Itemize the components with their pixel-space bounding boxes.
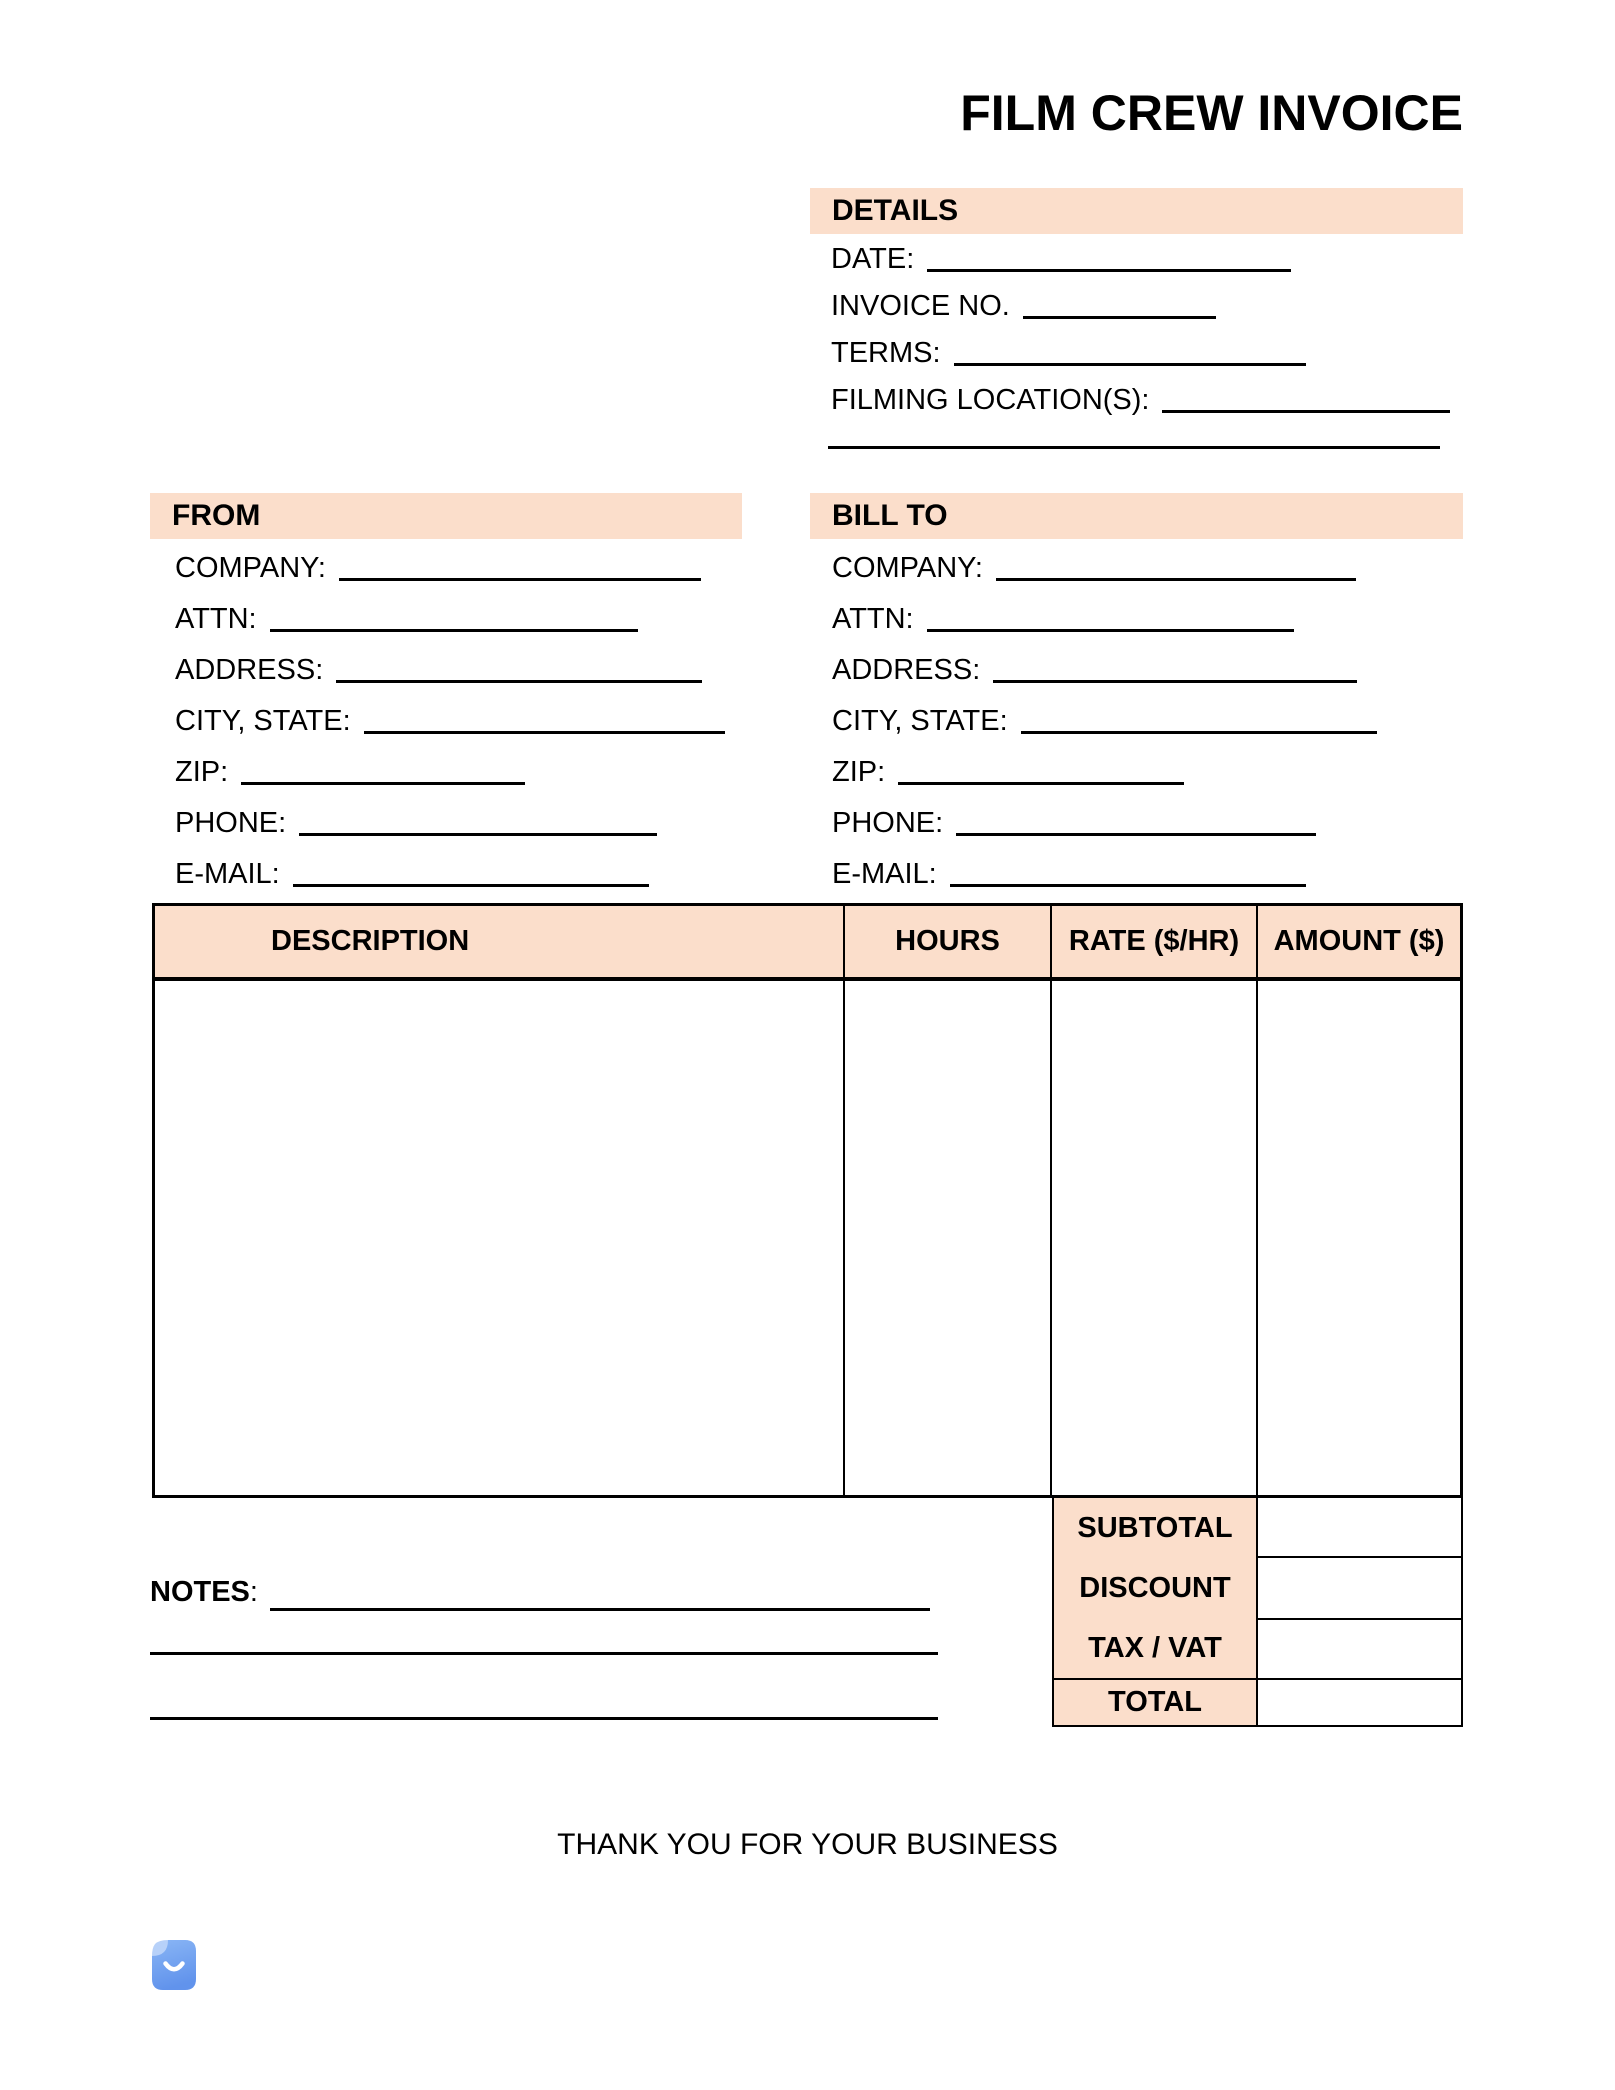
column-header-hours: HOURS (845, 906, 1052, 977)
field-row-filming-locations (810, 375, 1463, 422)
bill-to-attn-label: ATTN: (832, 603, 914, 635)
bill-to-company-label: COMPANY: (832, 552, 983, 584)
bill-to-row-company (810, 539, 1463, 590)
column-header-rate: RATE ($/HR) (1052, 906, 1258, 977)
totals-labels-merged-cell (1052, 1498, 1258, 1680)
from-section (150, 493, 742, 896)
tax-vat-label: TAX / VAT (1088, 1631, 1222, 1664)
bill-to-email-label: E-MAIL: (832, 858, 937, 890)
from-row-phone (150, 794, 742, 845)
bill-to-heading-bar (810, 493, 1463, 539)
bill-to-heading: BILL TO (832, 499, 948, 532)
from-row-zip (150, 743, 742, 794)
from-company-input-line[interactable] (339, 578, 701, 581)
total-label: TOTAL (1052, 1680, 1258, 1727)
bill-to-attn-input-line[interactable] (927, 629, 1294, 632)
notes-input-line-3[interactable] (150, 1717, 938, 1720)
notes-separator: : (249, 1576, 258, 1608)
from-city-state-label: CITY, STATE: (175, 705, 351, 737)
totals-block (1052, 1498, 1463, 1727)
from-email-label: E-MAIL: (175, 858, 280, 890)
subtotal-value-cell[interactable] (1258, 1498, 1463, 1558)
bill-to-zip-input-line[interactable] (898, 782, 1184, 785)
from-row-address (150, 641, 742, 692)
bill-to-row-city-state (810, 692, 1463, 743)
invoice-no-input-line[interactable] (1023, 316, 1216, 319)
bill-to-company-input-line[interactable] (996, 578, 1356, 581)
invoice-no-label: INVOICE NO. (831, 290, 1010, 322)
bill-to-address-input-line[interactable] (993, 680, 1357, 683)
from-row-email (150, 845, 742, 896)
column-header-amount: AMOUNT ($) (1273, 925, 1445, 957)
filming-locations-input-line[interactable] (1162, 410, 1450, 413)
terms-label: TERMS: (831, 337, 941, 369)
totals-labels-column (1052, 1498, 1258, 1727)
from-address-input-line[interactable] (336, 680, 702, 683)
bill-to-city-state-input-line[interactable] (1021, 731, 1377, 734)
bill-to-row-address (810, 641, 1463, 692)
smiling-document-logo-icon (152, 1940, 196, 1990)
discount-label: DISCOUNT (1079, 1571, 1231, 1604)
page-title: FILM CREW INVOICE (960, 85, 1463, 141)
description-column-cells[interactable] (155, 981, 845, 1495)
field-row-invoice-no (810, 281, 1463, 328)
discount-value-cell[interactable] (1258, 1558, 1463, 1620)
from-address-label: ADDRESS: (175, 654, 324, 686)
bill-to-row-attn (810, 590, 1463, 641)
line-items-table (152, 903, 1463, 1498)
tax-vat-value-cell[interactable] (1258, 1620, 1463, 1680)
notes-label: NOTES (150, 1576, 250, 1608)
bill-to-row-phone (810, 794, 1463, 845)
details-heading-bar (810, 188, 1463, 234)
from-row-city-state (150, 692, 742, 743)
date-label: DATE: (831, 243, 915, 275)
from-company-label: COMPANY: (175, 552, 326, 584)
notes-row (150, 1563, 930, 1607)
subtotal-label: SUBTOTAL (1077, 1511, 1233, 1544)
details-section (810, 188, 1463, 449)
bill-to-phone-label: PHONE: (832, 807, 944, 839)
bill-to-city-state-label: CITY, STATE: (832, 705, 1008, 737)
notes-input-line-2[interactable] (150, 1652, 938, 1655)
thank-you-message: THANK YOU FOR YOUR BUSINESS (557, 1828, 1058, 1861)
from-zip-input-line[interactable] (241, 782, 525, 785)
column-header-description: DESCRIPTION (155, 906, 845, 977)
bill-to-address-label: ADDRESS: (832, 654, 981, 686)
line-items-header-row (155, 906, 1460, 981)
from-phone-input-line[interactable] (299, 833, 657, 836)
from-heading-bar (150, 493, 742, 539)
terms-input-line[interactable] (954, 363, 1306, 366)
field-row-date (810, 234, 1463, 281)
from-zip-label: ZIP: (175, 756, 229, 788)
total-value-cell[interactable] (1258, 1680, 1463, 1727)
totals-values-column (1258, 1498, 1463, 1727)
from-phone-label: PHONE: (175, 807, 287, 839)
filming-locations-extra-line[interactable] (828, 446, 1440, 449)
filming-locations-label: FILMING LOCATION(S): (831, 384, 1150, 416)
from-attn-label: ATTN: (175, 603, 257, 635)
bill-to-row-zip (810, 743, 1463, 794)
line-items-body (155, 981, 1460, 1495)
bill-to-section (810, 493, 1463, 896)
from-heading: FROM (172, 499, 261, 532)
field-row-terms (810, 328, 1463, 375)
amount-column-cells[interactable] (1258, 981, 1460, 1495)
bill-to-row-email (810, 845, 1463, 896)
from-city-state-input-line[interactable] (364, 731, 725, 734)
hours-column-cells[interactable] (845, 981, 1052, 1495)
from-row-attn (150, 590, 742, 641)
date-input-line[interactable] (927, 269, 1291, 272)
notes-input-line-1[interactable] (270, 1608, 930, 1611)
rate-column-cells[interactable] (1052, 981, 1258, 1495)
bill-to-zip-label: ZIP: (832, 756, 886, 788)
bill-to-email-input-line[interactable] (950, 884, 1306, 887)
from-email-input-line[interactable] (293, 884, 649, 887)
bill-to-phone-input-line[interactable] (956, 833, 1316, 836)
details-heading: DETAILS (832, 194, 959, 227)
from-attn-input-line[interactable] (270, 629, 638, 632)
from-row-company (150, 539, 742, 590)
